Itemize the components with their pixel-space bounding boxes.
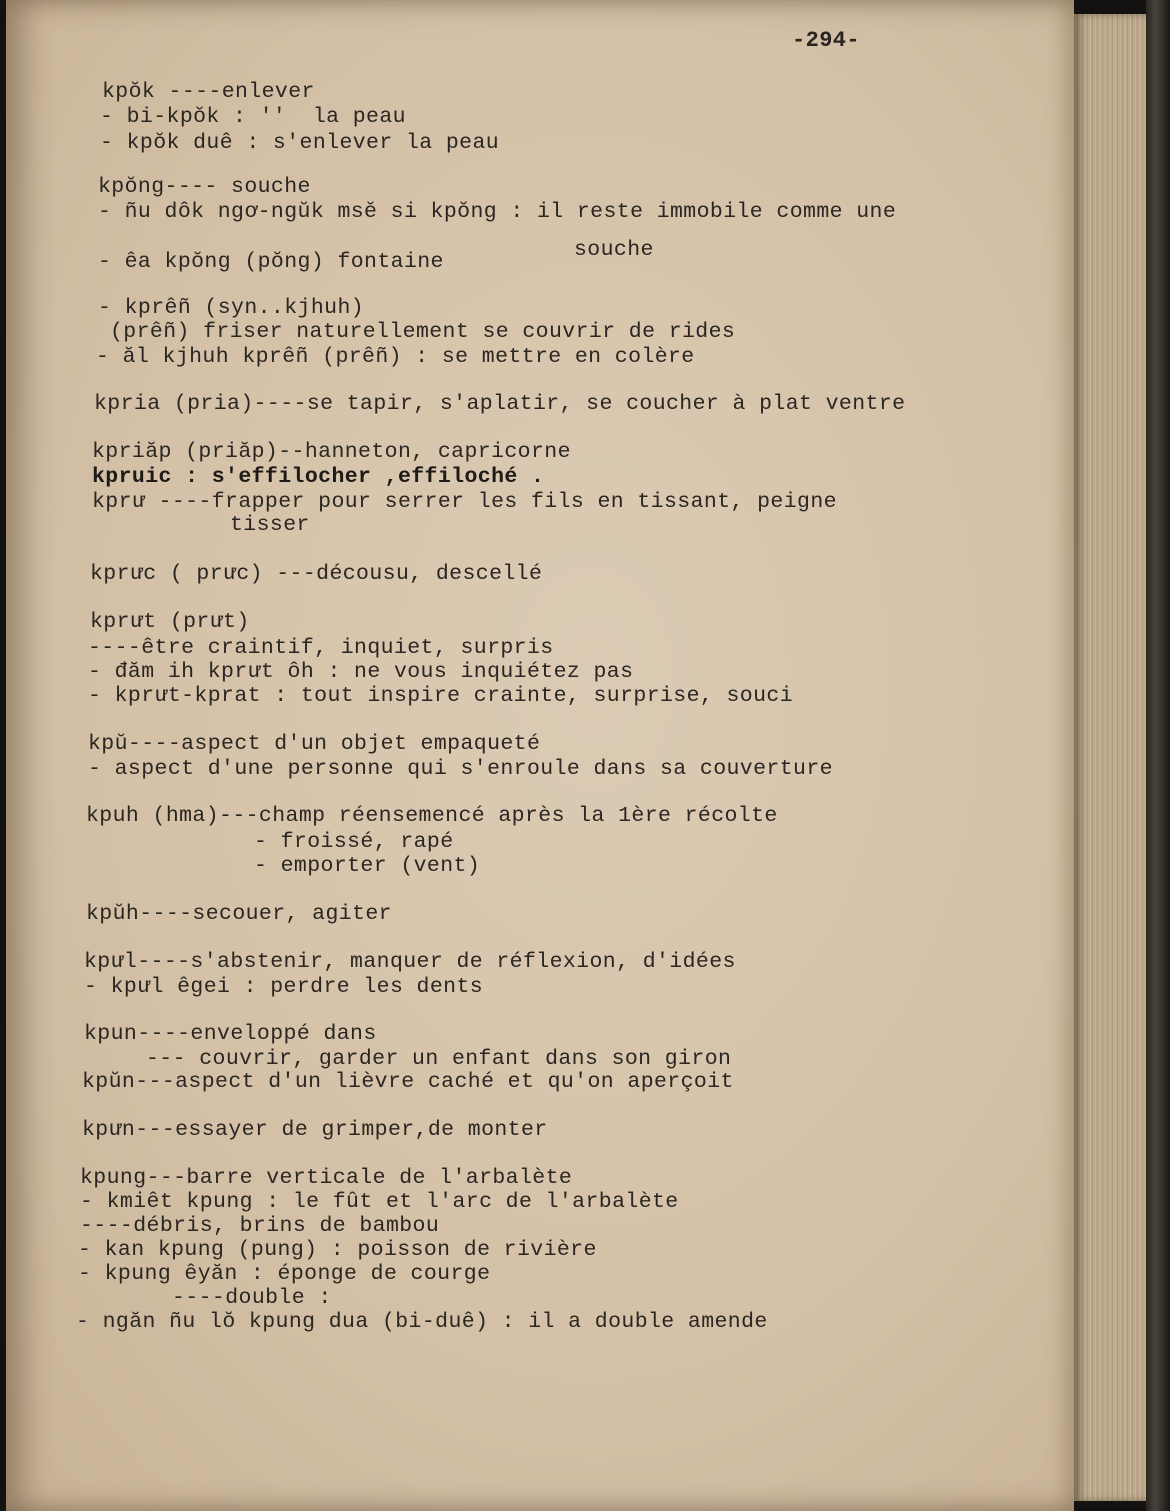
entry-line: - kpung êyăn : éponge de courge bbox=[78, 1262, 491, 1286]
entry-line: - kprưt-kprat : tout inspire crainte, surprise, souci bbox=[88, 684, 794, 708]
entry-line: kprư ----frapper pour serrer les fils en tissant, peigne bbox=[92, 490, 837, 514]
entry-line: - ngăn ñu lŏ kpung dua (bi-duê) : il a double amende bbox=[76, 1310, 768, 1334]
entry-line: - êa kpŏng (pŏng) fontaine bbox=[98, 250, 444, 274]
entry-line: kpŭn---aspect d'un lièvre caché et qu'on aperçoit bbox=[82, 1070, 734, 1094]
entry-line: kpŭh----secouer, agiter bbox=[86, 902, 392, 926]
entry-line: kprưt (prưt) bbox=[90, 610, 250, 634]
entry-line: - emporter (vent) bbox=[254, 854, 481, 878]
entry-line: - kmiêt kpung : le fût et l'arc de l'arbalète bbox=[80, 1190, 679, 1214]
entry-line: - kprêñ (syn..kjhuh) bbox=[98, 296, 365, 320]
entry-line: ----être craintif, inquiet, surpris bbox=[88, 636, 554, 660]
entry-line: kpruic : s'effilocher ,effiloché . bbox=[92, 465, 545, 489]
entry-line: - kan kpung (pung) : poisson de rivière bbox=[78, 1238, 597, 1262]
book-cover-edge bbox=[1146, 0, 1170, 1511]
entry-line: kpŏk ----enlever bbox=[102, 80, 315, 104]
entry-line: kpŭ----aspect d'un objet empaqueté bbox=[88, 732, 541, 756]
entry-line: - đăm ih kprưt ôh : ne vous inquiétez pas bbox=[88, 660, 634, 684]
entry-line: tisser bbox=[230, 513, 310, 537]
entry-line: - ñu dôk ngơ-ngŭk msĕ si kpŏng : il reste immobile comme une bbox=[98, 200, 897, 224]
entry-line: kpưn---essayer de grimper,de monter bbox=[82, 1118, 548, 1142]
entry-line: kpung---barre verticale de l'arbalète bbox=[80, 1166, 573, 1190]
entry-line: - kpŏk duê : s'enlever la peau bbox=[100, 131, 500, 155]
entry-line: kprưc ( prưc) ---décousu, descellé bbox=[90, 562, 543, 586]
page-number: -294- bbox=[792, 28, 861, 53]
entry-line: ----débris, brins de bambou bbox=[80, 1214, 440, 1238]
entry-line: kpun----enveloppé dans bbox=[84, 1022, 377, 1046]
entry-line: - ăl kjhuh kprêñ (prêñ) : se mettre en colère bbox=[96, 345, 695, 369]
entry-line: kpuh (hma)---champ réensemencé après la 1ère récolte bbox=[86, 804, 778, 828]
entry-line: - froissé, rapé bbox=[254, 830, 454, 854]
page-edges bbox=[1074, 14, 1146, 1501]
entry-line: - kpưl êgei : perdre les dents bbox=[84, 975, 484, 999]
entry-line: kpưl----s'abstenir, manquer de réflexion, d'idées bbox=[84, 950, 736, 974]
entry-line: - bi-kpŏk : '' la peau bbox=[100, 105, 406, 129]
entry-line: kpria (pria)----se tapir, s'aplatir, se coucher à plat ventre bbox=[94, 392, 906, 416]
entry-line: kpŏng---- souche bbox=[98, 175, 311, 199]
entry-line: (prêñ) friser naturellement se couvrir de rides bbox=[110, 320, 736, 344]
entry-line: souche bbox=[574, 238, 654, 262]
entry-line: ----double : bbox=[172, 1286, 332, 1310]
entry-line: kpriăp (priăp)--hanneton, capricorne bbox=[92, 440, 571, 464]
entry-line: - aspect d'une personne qui s'enroule dans sa couverture bbox=[88, 757, 833, 781]
entry-line: --- couvrir, garder un enfant dans son giron bbox=[146, 1047, 732, 1071]
